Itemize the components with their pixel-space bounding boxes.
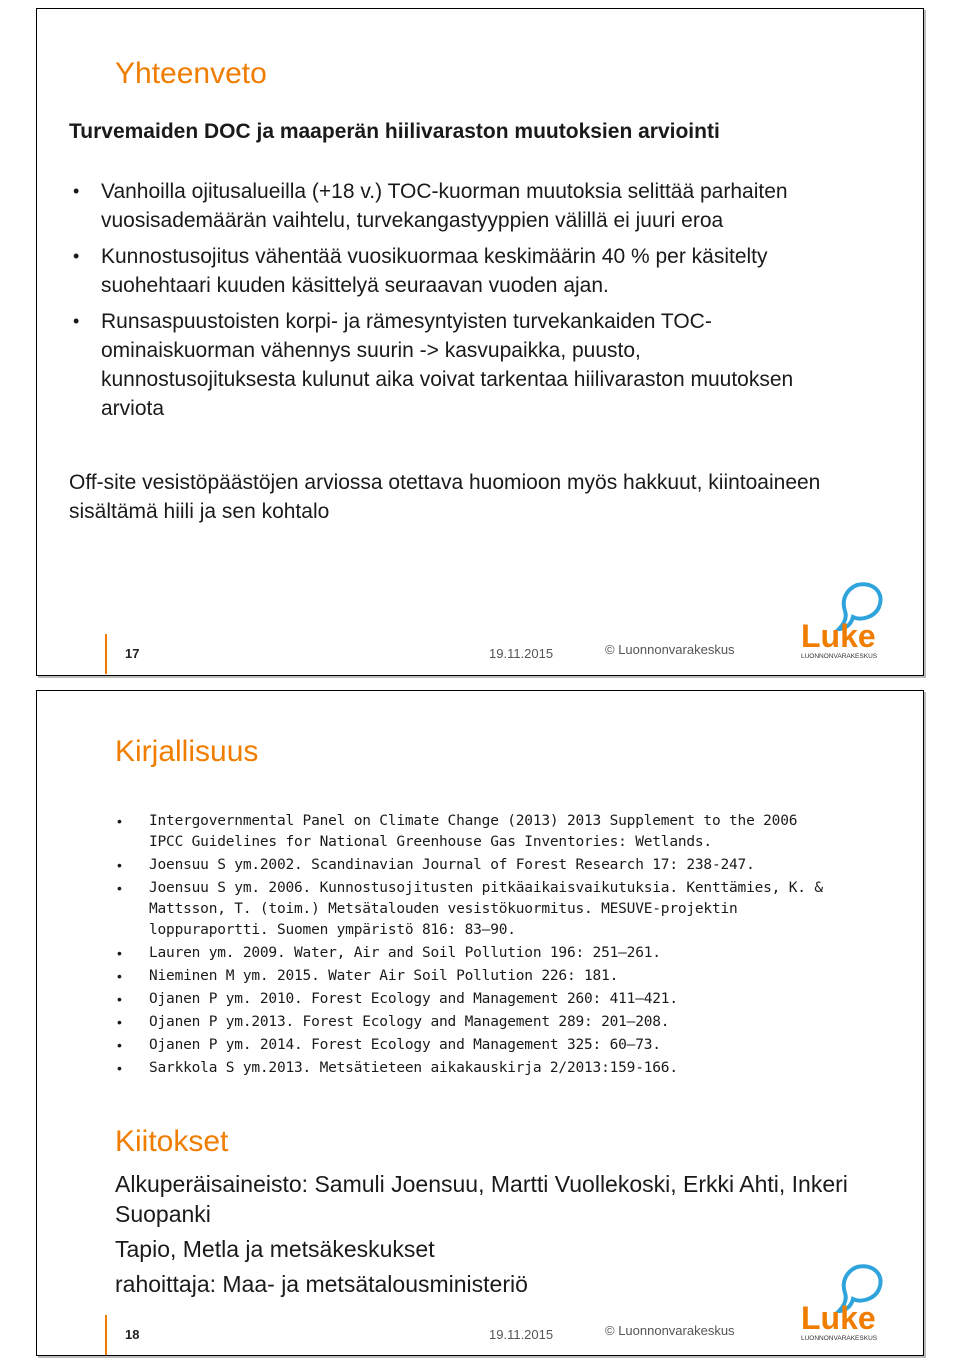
logo-wordmark: Luke: [801, 618, 876, 654]
section-heading: Turvemaiden DOC ja maaperän hiilivaraston muutoksien arviointi: [69, 120, 720, 143]
slide-title: Kirjallisuus: [115, 735, 259, 768]
slide-summary: [36, 8, 924, 676]
footer-date: 19.11.2015: [489, 1327, 554, 1342]
footer-copyright: © Luonnonvarakeskus: [605, 1323, 735, 1338]
slide-footer: [37, 1315, 923, 1355]
reference-item: • Ojanen P ym.2013. Forest Ecology and Management 289: 201–208.: [117, 1012, 827, 1033]
page-number: 17: [125, 646, 140, 661]
footer-date: 19.11.2015: [489, 646, 554, 661]
logo-wordmark: Luke: [801, 1300, 876, 1336]
reference-item: • Sarkkola S ym.2013. Metsätieteen aikakauskirja 2/2013:159-166.: [117, 1058, 827, 1079]
footer-copyright: © Luonnonvarakeskus: [605, 642, 735, 657]
list-item: • Kunnostusojitus vähentää vuosikuormaa keskimäärin 40 % per käsitelty suohehtaari kuuden käsittelyä seuraavan vuoden ajan.: [69, 242, 829, 300]
thanks-line: Alkuperäisaineisto: Samuli Joensuu, Martti Vuollekoski, Erkki Ahti, Inkeri Suopanki: [115, 1171, 848, 1227]
reference-item: • Joensuu S ym.2002. Scandinavian Journal of Forest Research 17: 238-247.: [117, 855, 827, 876]
reference-item: • Lauren ym. 2009. Water, Air and Soil Pollution 196: 251–261.: [117, 943, 827, 964]
luke-logo: [799, 1263, 883, 1341]
thanks-title: Kiitokset: [115, 1125, 229, 1158]
thanks-line: rahoittaja: Maa- ja metsätalousministeriö: [115, 1271, 528, 1297]
slide-title: Yhteenveto: [115, 57, 267, 90]
reference-item: • Joensuu S ym. 2006. Kunnostusojitusten pitkäaikaisvaikutuksia. Kenttämies, K. & Mattsson, T. (toim.) Metsätalouden vesistökuormitus. MESUVE-projektin loppuraportti. Suomen ympäristö 816: 83–90.: [117, 878, 827, 941]
list-item: • Vanhoilla ojitusalueilla (+18 v.) TOC-kuorman muutoksia selittää parhaiten vuosisademäärän vaihtelu, turvekangastyyppien välillä ei juuri eroa: [69, 177, 829, 235]
logo-subtitle: LUONNONVARAKESKUS: [801, 653, 878, 659]
list-item: • Runsaspuustoisten korpi- ja rämesyntyisten turvekankaiden TOC-ominaiskuorman vähennys suurin -> kasvupaikka, puusto, kunnostusojituksesta kulunut aika voivat tarkentaa hiilivaraston muutoksen arviota: [69, 307, 829, 423]
page-number: 18: [125, 1327, 140, 1342]
luke-logo: [799, 581, 883, 659]
logo-subtitle: LUONNONVARAKESKUS: [801, 1335, 878, 1341]
note-text: Off-site vesistöpäästöjen arviossa otettava huomioon myös hakkuut, kiintoaineen sisältämä hiili ja sen kohtalo: [69, 471, 821, 523]
bullet-list: [69, 177, 829, 430]
reference-item: • Ojanen P ym. 2010. Forest Ecology and Management 260: 411–421.: [117, 989, 827, 1010]
slide-footer: [37, 634, 923, 674]
reference-list: [117, 811, 827, 1081]
thanks-line: Tapio, Metla ja metsäkeskukset: [115, 1236, 435, 1262]
reference-item: • Nieminen M ym. 2015. Water Air Soil Pollution 226: 181.: [117, 966, 827, 987]
reference-item: • Intergovernmental Panel on Climate Change (2013) 2013 Supplement to the 2006 IPCC Guidelines for National Greenhouse Gas Inventories: Wetlands.: [117, 811, 827, 853]
footer-divider: [105, 634, 107, 674]
slide-references: [36, 690, 924, 1356]
footer-divider: [105, 1315, 107, 1355]
reference-item: • Ojanen P ym. 2014. Forest Ecology and Management 325: 60–73.: [117, 1035, 827, 1056]
